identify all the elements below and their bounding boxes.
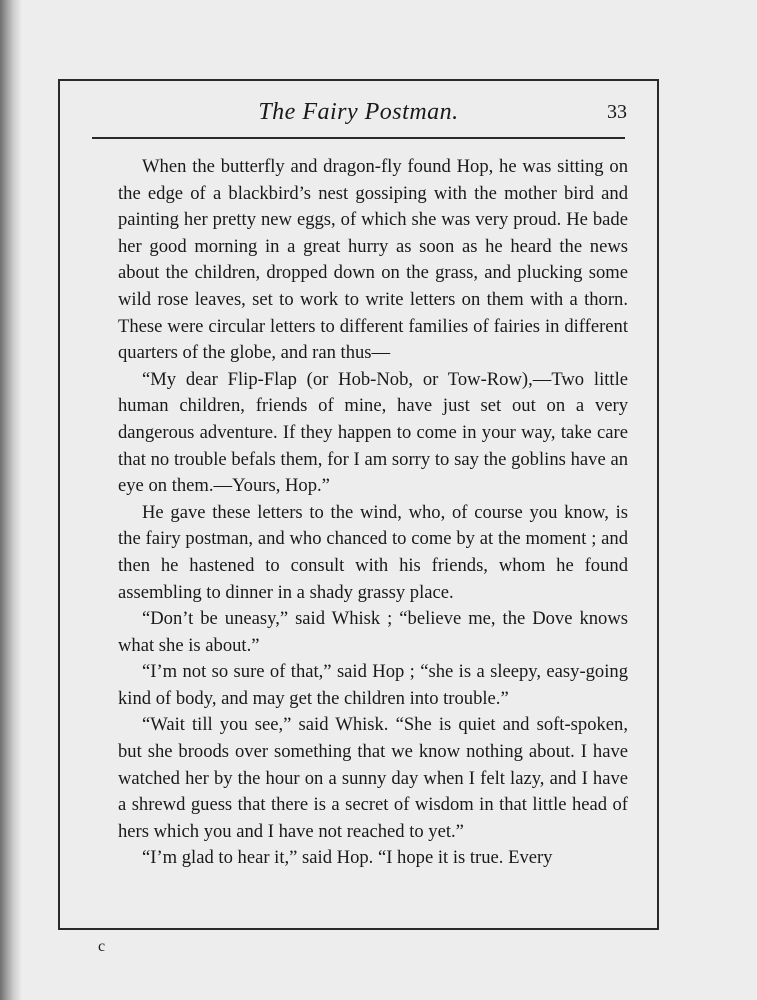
running-title: The Fairy Postman. [258,99,459,125]
paragraph: When the butterfly and dragon-fly found Hop, he was sitting on the edge of a blackbird’s nest gossiping with the mother bird and painting her pretty new eggs, of which she was very proud. He bade her good morning in a great hurry as soon as he heard the news about the children, dropped down on the grass, and plucking some wild rose leaves, set to work to write letters on them with a thorn. These were circular letters to different families of fairies in different quarters of the globe, and ran thus— [118,156,628,364]
page-frame [58,79,659,930]
paragraph: “I’m not so sure of that,” said Hop ; “she is a sleepy, easy-going kind of body, and may get the children into trouble.” [118,661,628,709]
paragraph: “Don’t be uneasy,” said Whisk ; “believe me, the Dove knows what she is about.” [118,608,628,656]
signature-mark: c [98,938,106,955]
running-head [60,99,657,129]
paragraph: He gave these letters to the wind, who, of course you know, is the fairy postman, and who chanced to come by at the moment ; and then he hastened to consult with his friends, whom he found assembling to dinner in a shady grassy place. [118,501,628,603]
header-rule [92,137,625,139]
paragraph: “My dear Flip-Flap (or Hob-Nob, or Tow-Row),—Two little human children, friends of mine, have just set out on a very dangerous adventure. If they happen to come in your way, take care that no trouble befals them, for I am sorry to say the goblins have an eye on them.—Yours, Hop.” [118,368,628,497]
paragraph: “Wait till you see,” said Whisk. “She is quiet and soft-spoken, but she broods over something that we know nothing about. I have watched her by the hour on a sunny day when I felt lazy, and I have a shrewd guess that there is a secret of wisdom in that little head of hers which you and I have not reached to yet.” [118,714,628,842]
body-text [118,154,628,872]
binding-shadow [0,0,22,1000]
page-number: 33 [607,101,627,123]
paragraph: “I’m glad to hear it,” said Hop. “I hope it is true. Every [142,847,553,869]
